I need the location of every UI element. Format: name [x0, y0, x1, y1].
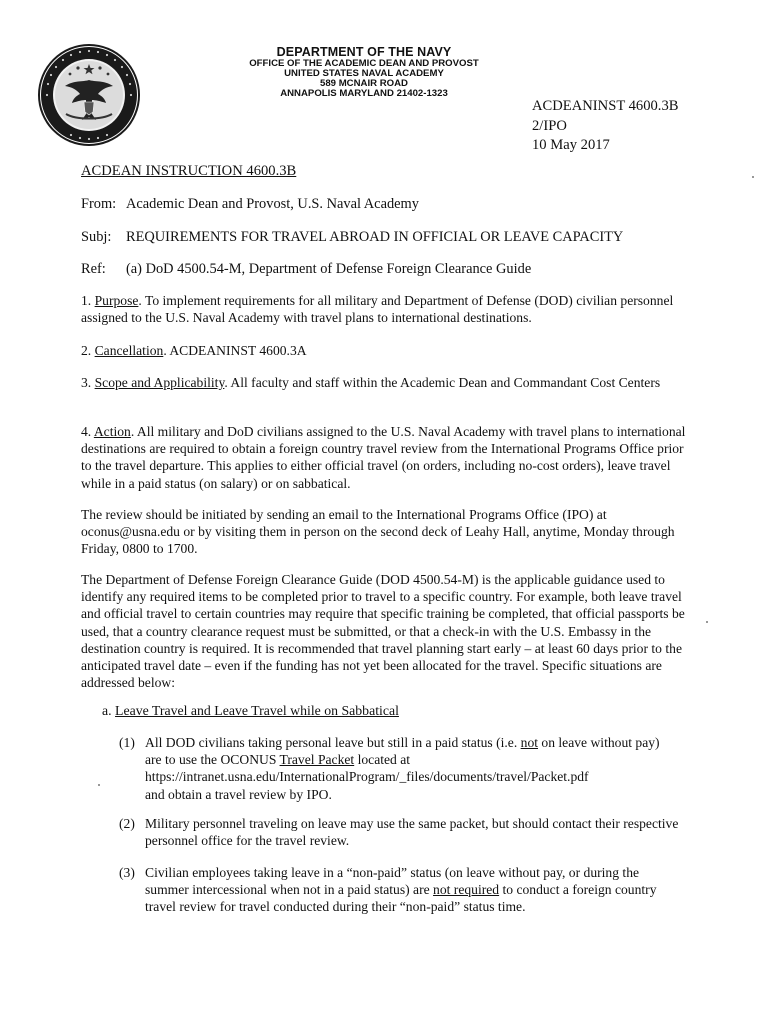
item-number: (2) — [119, 816, 135, 831]
issue-date: 10 May 2017 — [532, 137, 610, 153]
reference-line — [81, 261, 691, 278]
travel-packet-link[interactable]: Travel Packet — [279, 752, 355, 768]
emphasis-not-required: not required — [433, 882, 500, 898]
section-heading: Scope and Applicability — [94, 375, 225, 390]
item-text-part: and obtain a travel review by IPO. — [145, 786, 332, 802]
packet-url[interactable]: https://intranet.usna.edu/InternationalProgram/_files/documents/travel/Packet.pdf — [145, 769, 589, 785]
instruction-number: ACDEANINST 4600.3B — [532, 98, 679, 114]
subject-value: REQUIREMENTS FOR TRAVEL ABROAD IN OFFICIAL OR LEAVE CAPACITY — [126, 229, 624, 245]
from-line — [81, 196, 691, 213]
item-text-part: on leave without pay) are to use the OCONUS — [145, 735, 660, 768]
list-item — [119, 734, 679, 803]
section-number: 4. — [81, 424, 92, 439]
item-text-part: All DOD civilians taking personal leave but still in a paid status (i.e. — [145, 735, 521, 750]
section-heading: Purpose — [94, 293, 139, 308]
section-action — [81, 423, 691, 492]
item-number: (3) — [119, 865, 135, 880]
department-of-defense-seal-icon — [36, 42, 142, 148]
reference-label: Ref: — [81, 261, 106, 277]
section-text: . All faculty and staff within the Academic Dean and Commandant Cost Centers — [224, 375, 661, 390]
from-label: From: — [81, 196, 117, 212]
emphasis-not: not — [520, 735, 539, 750]
subsection-a-heading — [102, 702, 399, 719]
section-text: . ACDEANINST 4600.3A — [163, 343, 307, 358]
office-name: OFFICE OF THE ACADEMIC DEAN AND PROVOST — [249, 58, 479, 70]
section-purpose — [81, 292, 691, 326]
item-text-part: located at — [354, 752, 411, 768]
city-address: ANNAPOLIS MARYLAND 21402-1323 — [280, 88, 448, 100]
section-cancellation — [81, 342, 691, 359]
section-number: 2. — [81, 343, 92, 358]
list-item — [119, 815, 679, 849]
item-text — [145, 864, 679, 916]
from-value: Academic Dean and Provost, U.S. Naval Academy — [126, 196, 419, 212]
item-text-part: Civilian employees taking leave in a “non-paid” status (on leave without pay, or during the summer intercessional when not in a paid status) are — [145, 865, 640, 898]
subject-label: Subj: — [81, 229, 112, 245]
office-code: 2/IPO — [532, 117, 567, 134]
section-text: . To implement requirements for all military and Department of Defense (DOD) civilian personnel assigned to the U.S. Naval Academy with travel plans to international destinations. — [81, 293, 674, 326]
item-text: Military personnel traveling on leave may use the same packet, but should contact their respective personnel office for the travel review. — [145, 816, 679, 849]
department-name: DEPARTMENT OF THE NAVY — [276, 45, 452, 59]
review-paragraph: The review should be initiated by sending an email to the International Programs Office (IPO) at oconus@usna.edu or by visiting them in person on the second deck of Leahy Hall, anytime, Monday through Friday, 0800 to 1700. — [81, 507, 675, 557]
letterhead — [225, 46, 503, 99]
document-identifier-block — [532, 97, 679, 156]
academy-name: UNITED STATES NAVAL ACADEMY — [284, 68, 444, 80]
section-number: 3. — [81, 375, 92, 390]
subsection-title: Leave Travel and Leave Travel while on Sabbatical — [115, 703, 399, 718]
item-text-part: to conduct a foreign country travel review for travel conducted during their “non-paid” status time. — [145, 882, 657, 915]
subject-line — [81, 229, 691, 246]
scan-speck — [98, 784, 100, 786]
section-heading: Cancellation — [94, 343, 164, 358]
scan-speck — [706, 621, 708, 623]
subsection-letter: a. — [102, 703, 112, 718]
section-heading: Action — [93, 424, 131, 439]
reference-value: (a) DoD 4500.54-M, Department of Defense Foreign Clearance Guide — [126, 261, 532, 277]
street-address: 589 MCNAIR ROAD — [320, 78, 408, 90]
list-item — [119, 864, 679, 916]
section-scope — [81, 374, 691, 391]
item-text — [145, 734, 679, 803]
scan-speck — [752, 176, 754, 178]
guide-paragraph: The Department of Defense Foreign Clearance Guide (DOD 4500.54-M) is the applicable guidance used to identify any required items to be completed prior to travel to a specific country. For example, both leave travel and official travel to certain countries may require that specific training be completed, that official passports be used, that a country clearance request must be submitted, or that a check-in with the U.S. Embassy in the destination country is required. It is recommended that travel planning start early – at least 60 days prior to the anticipated travel date – even if the funding has not yet been allocated for the travel. Specific situations are addressed below: — [81, 572, 685, 691]
section-text: . All military and DoD civilians assigned to the U.S. Naval Academy with travel plans to international destinations are required to obtain a foreign country travel review from the International Programs Office prior to the travel departure. This applies to either official travel (on orders, including no-cost orders), leave travel while in a paid status (on salary) or on sabbatical. — [81, 424, 686, 491]
instruction-title: ACDEAN INSTRUCTION 4600.3B — [81, 163, 297, 179]
section-number: 1. — [81, 293, 92, 308]
item-number: (1) — [119, 735, 135, 750]
